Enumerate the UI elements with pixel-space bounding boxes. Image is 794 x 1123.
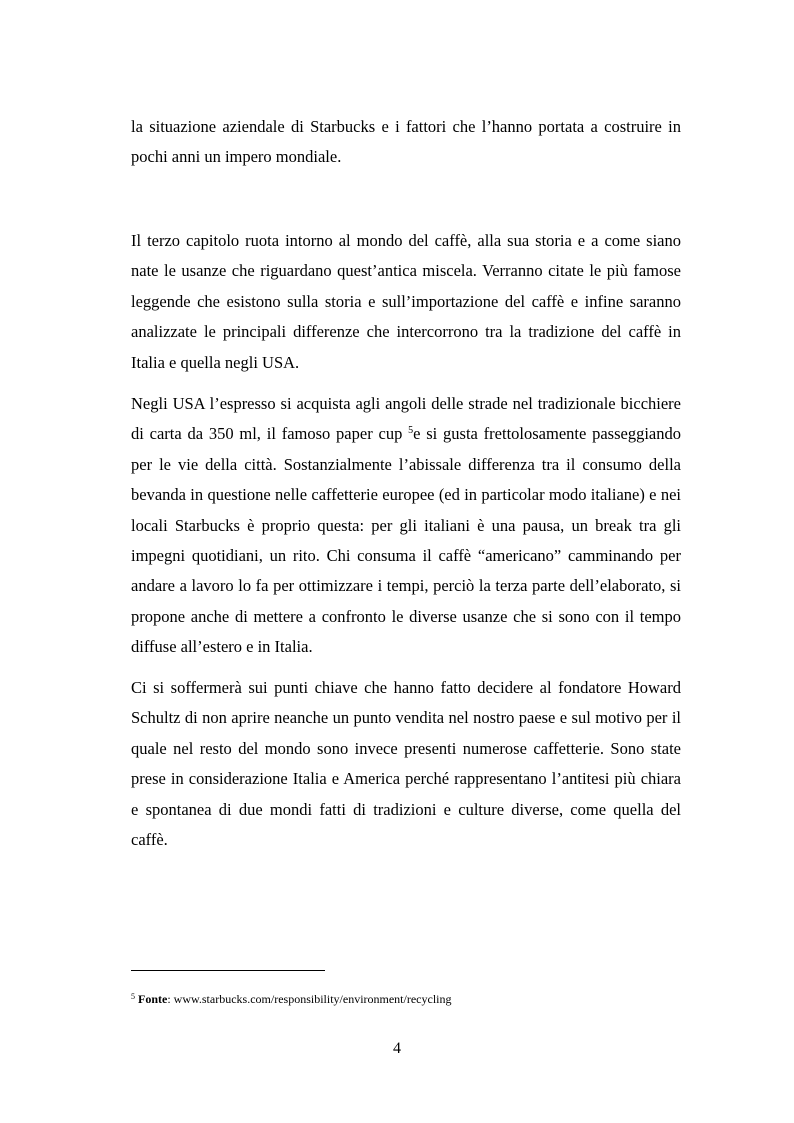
- paragraph-3-text-b: e si gusta frettolosamente passeggiando per le vie della città. Sostanzialmente l’abissale differenza tra il consumo della bevanda in questione nelle caffetterie europee (ed in particolar modo italiane) e nei locali Starbucks è proprio questa: per gli italiani è una pausa, un break tra gli impegni quotidiani, un rito. Chi consuma il caffè “americano” camminando per andare a lavoro lo fa per ottimizzare i tempi, perciò la terza parte dell’elaborato, si propone anche di mettere a confronto le diverse usanze che si sono con il tempo diffuse all’estero e in Italia.: [131, 424, 681, 657]
- paragraph-1: la situazione aziendale di Starbucks e i fattori che l’hanno portata a costruire in pochi anni un impero mondiale.: [131, 117, 681, 167]
- page-number: 4: [393, 1040, 401, 1057]
- paragraph-2: Il terzo capitolo ruota intorno al mondo del caffè, alla sua storia e a come siano nate le usanze che riguardano quest’antica miscela. Verranno citate le più famose leggende che esistono sulla storia e sull’importazione del caffè e infine saranno analizzate le principali differenze che intercorrono tra la tradizione del caffè in Italia e quella negli USA.: [131, 231, 681, 372]
- footnote-reference[interactable]: 5: [408, 425, 414, 437]
- footnote-label: Fonte: [138, 992, 168, 1006]
- footnote-number: 5: [131, 992, 135, 1001]
- paragraph-4: Ci si soffermerà sui punti chiave che hanno fatto decidere al fondatore Howard Schultz di non aprire neanche un punto vendita nel nostro paese e sul motivo per il quale nel resto del mondo sono invece presenti numerose caffetterie. Sono state prese in considerazione Italia e America perché rappresentano l’antitesi più chiara e spontanea di due mondi fatti di tradizioni e culture diverse, come quella del caffè.: [131, 678, 681, 850]
- footnote-text: : www.starbucks.com/responsibility/environment/recycling: [167, 992, 452, 1006]
- footnote-divider: [131, 970, 325, 971]
- paragraph-3: [131, 389, 681, 663]
- paragraph-3-text-a: Negli USA l’espresso si acquista agli angoli delle strade nel tradizionale bicchiere di carta da 350 ml, il famoso paper cup: [131, 394, 681, 444]
- footnote: [131, 991, 681, 1007]
